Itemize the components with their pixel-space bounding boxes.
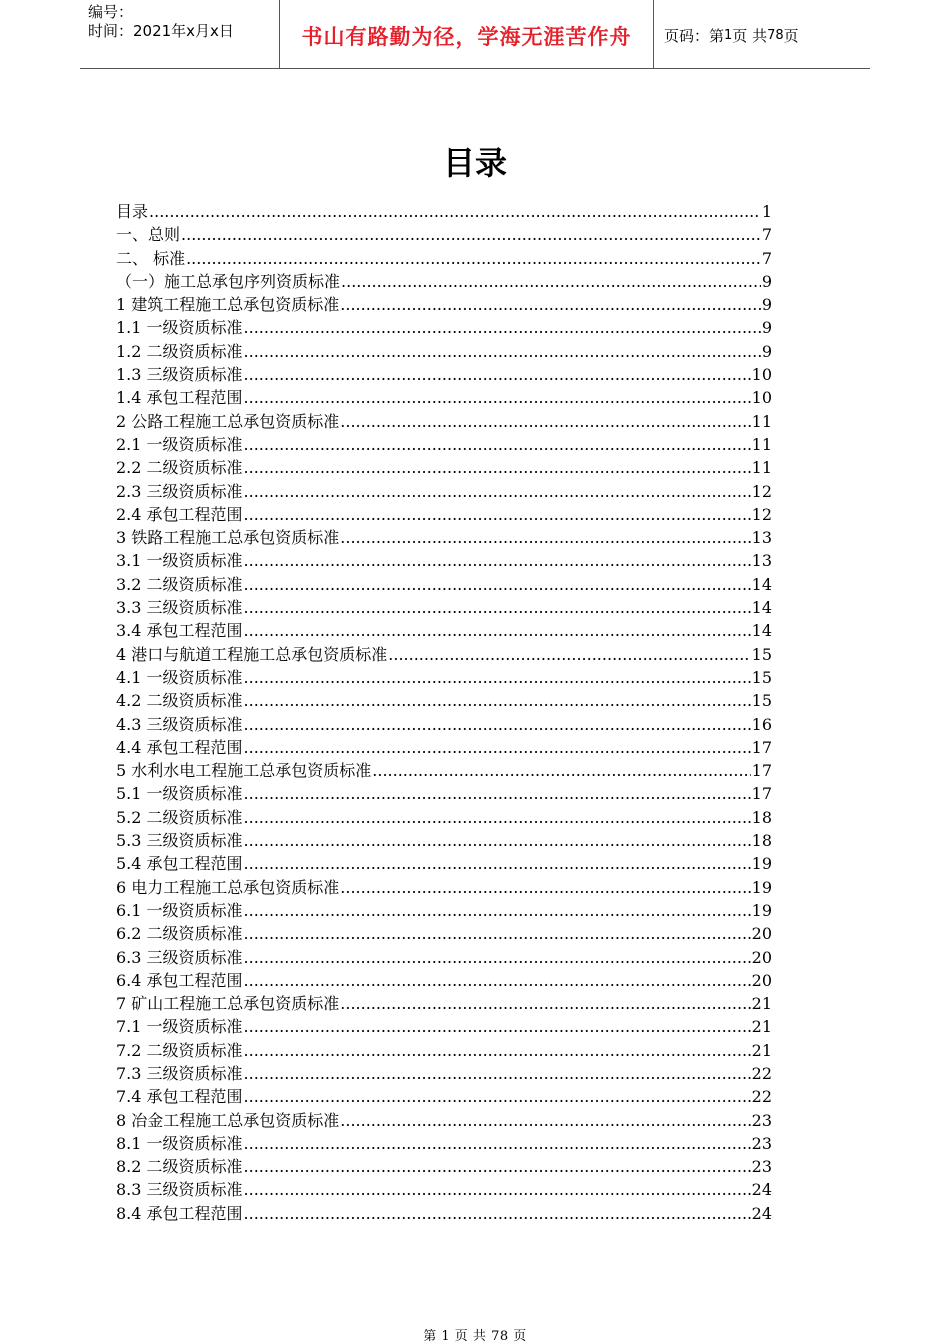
toc-entry-page: 14 [751,621,772,641]
toc-leader-dots [244,573,751,596]
toc-entry-label: 3.1 一级资质标准 [116,551,243,571]
toc-entry-page: 1 [761,202,772,221]
toc-leader-dots [244,1085,751,1108]
toc-entry-label: 目录 [116,202,149,221]
toc-entry-label: 4.4 承包工程范围 [116,737,243,757]
toc-entry[interactable] [116,433,772,456]
toc-entry[interactable] [116,1178,772,1201]
toc-entry-label: 5.1 一级资质标准 [116,784,243,804]
toc-entry-page: 10 [751,365,772,385]
toc-leader-dots [340,876,750,899]
toc-entry[interactable] [116,1015,772,1038]
toc-entry-page: 20 [751,970,772,990]
toc-entry-page: 18 [751,831,772,851]
toc-entry-page: 17 [751,737,772,757]
toc-entry-page: 19 [751,900,772,920]
toc-entry-page: 7 [761,225,772,245]
toc-entry-label: 7.1 一级资质标准 [116,1017,243,1037]
toc-entry[interactable] [116,922,772,945]
toc-entry-label: 3 铁路工程施工总承包资质标准 [116,528,340,548]
toc-entry[interactable] [116,410,772,433]
toc-entry-label: 5 水利水电工程施工总承包资质标准 [116,761,372,781]
page-number: 1 [724,28,733,43]
toc-entry-label: 4.2 二级资质标准 [116,691,243,711]
toc-entry-page: 22 [751,1063,772,1083]
toc-leader-dots [244,386,751,409]
toc-entry-page: 12 [751,481,772,501]
toc-entry-label: 3.3 三级资质标准 [116,598,243,618]
toc-entry-label: 6.4 承包工程范围 [116,970,243,990]
toc-entry-label: 1.1 一级资质标准 [116,318,243,338]
toc-entry-page: 19 [751,877,772,897]
toc-leader-dots [244,899,751,922]
toc-entry-page: 21 [751,1040,772,1060]
toc-leader-dots [244,1155,751,1178]
toc-entry-page: 20 [751,924,772,944]
toc-leader-dots [244,433,751,456]
toc-leader-dots [244,549,751,572]
toc-entry-page: 17 [751,784,772,804]
toc-entry[interactable] [116,969,772,992]
toc-entry-label: 6.1 一级资质标准 [116,900,243,920]
page-footer [0,1325,950,1344]
toc-entry-label: 7.4 承包工程范围 [116,1087,243,1107]
header-info [80,0,280,68]
toc-entry-page: 16 [751,714,772,734]
toc-entry[interactable] [116,223,772,246]
toc-entry[interactable] [116,829,772,852]
toc-entry-page: 11 [751,458,772,478]
toc-entry[interactable] [116,1062,772,1085]
toc-entry-label: 4 港口与航道工程施工总承包资质标准 [116,644,388,664]
toc-entry-page: 24 [751,1203,772,1223]
toc-entry-label: 一、总则 [116,225,181,245]
toc-entry-page: 23 [751,1133,772,1153]
footer-total: 78 [491,1329,509,1344]
toc-entry[interactable] [116,596,772,619]
toc-leader-dots [244,340,761,363]
toc-entry[interactable] [116,456,772,479]
toc-leader-dots [244,596,751,619]
toc-entry[interactable] [116,806,772,829]
toc-entry-page: 7 [761,248,772,268]
toc-entry-label: 6.3 三级资质标准 [116,947,243,967]
page-title: 目录 [442,144,507,182]
toc-entry-page: 10 [751,388,772,408]
toc-entry[interactable] [116,247,772,270]
toc-entry-label: （一）施工总承包序列资质标准 [116,271,341,291]
toc-entry-page: 14 [751,598,772,618]
toc-leader-dots [244,736,751,759]
footer-mid: 页 共 [454,1329,487,1344]
toc-entry[interactable] [116,573,772,596]
toc-entry[interactable] [116,1039,772,1062]
code-label: 编号： [88,3,134,21]
toc-entry-page: 23 [751,1157,772,1177]
toc-entry[interactable] [116,713,772,736]
toc-entry-label: 6.2 二级资质标准 [116,924,243,944]
toc-entry[interactable] [116,549,772,572]
toc-leader-dots [244,946,751,969]
toc-entry-page: 9 [761,271,772,291]
toc-entry-label: 6 电力工程施工总承包资质标准 [116,877,340,897]
toc-entry[interactable] [116,1132,772,1155]
toc-entry-label: 5.3 三级资质标准 [116,831,243,851]
toc-entry-label: 1 建筑工程施工总承包资质标准 [116,295,340,315]
page-mid: 页 共 [732,27,768,45]
toc-entry[interactable] [116,666,772,689]
toc-leader-dots [341,270,761,293]
toc-entry[interactable] [116,480,772,503]
toc-leader-dots [244,1015,751,1038]
toc-entry[interactable] [116,736,772,759]
toc-entry-page: 9 [761,318,772,338]
toc-entry-page: 14 [751,574,772,594]
toc-entry[interactable] [116,852,772,875]
toc-leader-dots [340,1109,750,1132]
toc-leader-dots [244,852,751,875]
toc-entry-label: 8.2 二级资质标准 [116,1157,243,1177]
toc-entry-page: 22 [751,1087,772,1107]
toc-leader-dots [244,689,751,712]
toc-entry-page: 11 [751,411,772,431]
toc-leader-dots [244,713,751,736]
toc-leader-dots [244,922,751,945]
toc-leader-dots [372,759,750,782]
toc-entry-page: 23 [751,1110,772,1130]
toc-leader-dots [244,782,751,805]
header-motto: 书山有路勤为径，学海无涯苦作舟 [280,0,654,68]
toc-entry-label: 7.3 三级资质标准 [116,1063,243,1083]
toc-entry-label: 4.3 三级资质标准 [116,714,243,734]
toc-leader-dots [244,456,751,479]
table-of-contents [116,200,772,1225]
toc-leader-dots [244,503,751,526]
toc-entry-page: 13 [751,528,772,548]
toc-leader-dots [244,806,751,829]
toc-leader-dots [244,1039,751,1062]
toc-leader-dots [244,969,751,992]
toc-entry-label: 2 公路工程施工总承包资质标准 [116,411,340,431]
toc-entry-label: 1.3 三级资质标准 [116,365,243,385]
toc-entry-label: 8.1 一级资质标准 [116,1133,243,1153]
toc-leader-dots [244,829,751,852]
toc-entry-page: 9 [761,295,772,315]
toc-entry-page: 21 [751,994,772,1014]
toc-entry[interactable] [116,363,772,386]
toc-leader-dots [244,666,751,689]
toc-entry-label: 1.2 二级资质标准 [116,341,243,361]
toc-entry[interactable] [116,946,772,969]
toc-leader-dots [244,480,751,503]
toc-entry-label: 1.4 承包工程范围 [116,388,243,408]
toc-entry-page: 9 [761,341,772,361]
toc-leader-dots [244,619,751,642]
toc-entry[interactable] [116,876,772,899]
toc-entry[interactable] [116,759,772,782]
toc-entry[interactable] [116,526,772,549]
toc-entry-label: 2.1 一级资质标准 [116,434,243,454]
toc-entry-page: 20 [751,947,772,967]
toc-entry[interactable] [116,619,772,642]
toc-entry-page: 15 [751,644,772,664]
toc-leader-dots [181,223,761,246]
toc-leader-dots [244,1132,751,1155]
toc-leader-dots [340,410,750,433]
page-total: 78 [767,28,784,43]
toc-leader-dots [244,316,761,339]
toc-entry-label: 2.2 二级资质标准 [116,458,243,478]
toc-entry[interactable] [116,340,772,363]
toc-entry[interactable] [116,992,772,1015]
toc-entry-page: 21 [751,1017,772,1037]
toc-entry-page: 11 [751,434,772,454]
toc-entry-label: 7 矿山工程施工总承包资质标准 [116,994,340,1014]
toc-entry[interactable] [116,782,772,805]
toc-entry[interactable] [116,270,772,293]
toc-entry[interactable] [116,1155,772,1178]
page-prefix: 页码：第 [664,27,725,45]
toc-leader-dots [186,247,761,270]
page-header [80,0,870,69]
page-suffix: 页 [783,27,799,45]
toc-entry-label: 2.4 承包工程范围 [116,504,243,524]
toc-entry[interactable] [116,316,772,339]
footer-page: 1 [441,1329,451,1344]
toc-entry-page: 13 [751,551,772,571]
toc-entry-page: 12 [751,504,772,524]
toc-entry[interactable] [116,689,772,712]
footer-prefix: 第 [423,1329,437,1344]
toc-leader-dots [340,293,761,316]
toc-entry[interactable] [116,293,772,316]
toc-entry-label: 二、 标准 [116,248,186,268]
toc-entry-label: 8 冶金工程施工总承包资质标准 [116,1110,340,1130]
toc-entry[interactable] [116,643,772,666]
toc-leader-dots [244,1202,751,1225]
toc-entry[interactable] [116,1202,772,1225]
toc-entry-page: 18 [751,807,772,827]
toc-entry-page: 15 [751,667,772,687]
toc-leader-dots [340,526,750,549]
toc-entry[interactable] [116,1085,772,1108]
toc-leader-dots [244,363,751,386]
toc-entry-page: 19 [751,854,772,874]
toc-leader-dots [149,200,761,223]
toc-entry-label: 5.4 承包工程范围 [116,854,243,874]
toc-entry-label: 3.2 二级资质标准 [116,574,243,594]
toc-entry[interactable] [116,503,772,526]
toc-entry[interactable] [116,200,772,223]
toc-entry-page: 17 [751,761,772,781]
toc-entry-label: 8.3 三级资质标准 [116,1180,243,1200]
toc-entry-label: 8.4 承包工程范围 [116,1203,243,1223]
header-page-info [654,0,870,68]
toc-entry[interactable] [116,1109,772,1132]
toc-leader-dots [244,1062,751,1085]
toc-entry[interactable] [116,899,772,922]
toc-entry-label: 3.4 承包工程范围 [116,621,243,641]
footer-suffix: 页 [513,1329,527,1344]
toc-entry-label: 2.3 三级资质标准 [116,481,243,501]
toc-leader-dots [340,992,750,1015]
toc-entry-label: 4.1 一级资质标准 [116,667,243,687]
toc-entry-page: 24 [751,1180,772,1200]
toc-entry[interactable] [116,386,772,409]
time-label: 时间：2021年x月x日 [88,22,234,40]
toc-leader-dots [388,643,750,666]
toc-entry-label: 5.2 二级资质标准 [116,807,243,827]
toc-leader-dots [244,1178,751,1201]
toc-entry-page: 15 [751,691,772,711]
toc-entry-label: 7.2 二级资质标准 [116,1040,243,1060]
